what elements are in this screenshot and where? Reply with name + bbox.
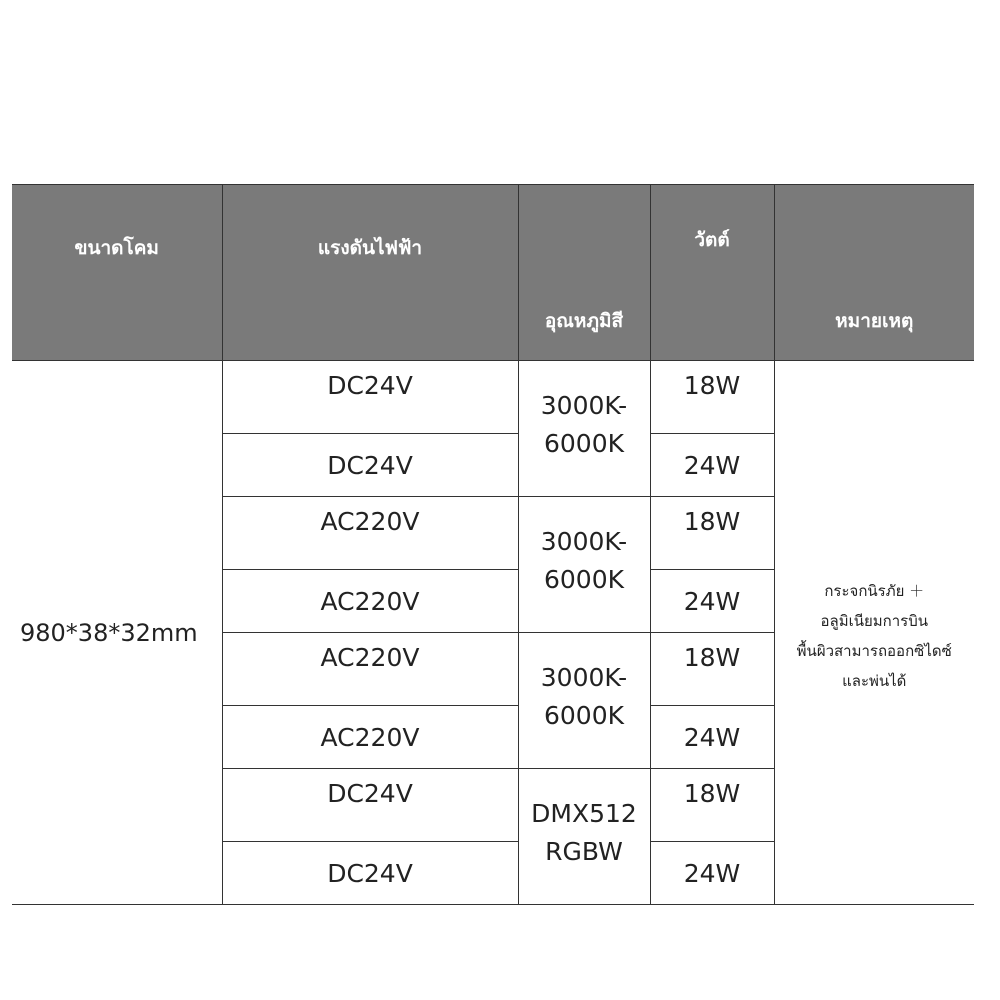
wattage-cell: 24W — [650, 842, 774, 905]
voltage-cell: AC220V — [222, 633, 518, 706]
voltage-cell: DC24V — [222, 842, 518, 905]
voltage-cell: DC24V — [222, 434, 518, 497]
wattage-cell: 18W — [650, 769, 774, 842]
color-temp-line: DMX512 — [531, 799, 637, 828]
color-temp-line: 6000K — [543, 429, 625, 458]
header-voltage: แรงดันไฟฟ้า — [222, 185, 518, 361]
remarks-line: พื้นผิวสามารถออกซิไดซ์ — [796, 641, 952, 660]
header-remarks: หมายเหตุ — [774, 185, 974, 361]
remarks-cell — [774, 361, 974, 905]
color-temp-line: 6000K — [543, 565, 625, 594]
color-temp-line: 3000K- — [540, 527, 628, 556]
table-row — [12, 361, 974, 434]
wattage-cell: 24W — [650, 706, 774, 769]
color-temp-cell — [518, 361, 650, 497]
color-temp-cell — [518, 769, 650, 905]
color-temp-cell — [518, 497, 650, 633]
wattage-cell: 24W — [650, 434, 774, 497]
color-temp-line: 3000K- — [540, 391, 628, 420]
wattage-cell: 18W — [650, 361, 774, 434]
spec-table — [12, 184, 974, 905]
size-value: 980*38*32mm — [12, 361, 222, 905]
remarks-line: อลูมิเนียมการบิน — [820, 611, 928, 630]
color-temp-cell — [518, 633, 650, 769]
header-color-temp: อุณหภูมิสี — [518, 185, 650, 361]
voltage-cell: DC24V — [222, 769, 518, 842]
wattage-cell: 24W — [650, 570, 774, 633]
header-row — [12, 185, 974, 361]
header-size: ขนาดโคม — [12, 185, 222, 361]
remarks-line: กระจกนิรภัย ＋ — [824, 581, 925, 600]
wattage-cell: 18W — [650, 497, 774, 570]
voltage-cell: AC220V — [222, 497, 518, 570]
wattage-cell: 18W — [650, 633, 774, 706]
voltage-cell: DC24V — [222, 361, 518, 434]
voltage-cell: AC220V — [222, 570, 518, 633]
color-temp-line: 6000K — [543, 701, 625, 730]
remarks-line: และพ่นได้ — [842, 671, 907, 690]
voltage-cell: AC220V — [222, 706, 518, 769]
color-temp-line: 3000K- — [540, 663, 628, 692]
header-wattage: วัตต์ — [650, 185, 774, 361]
color-temp-line: RGBW — [545, 837, 623, 866]
